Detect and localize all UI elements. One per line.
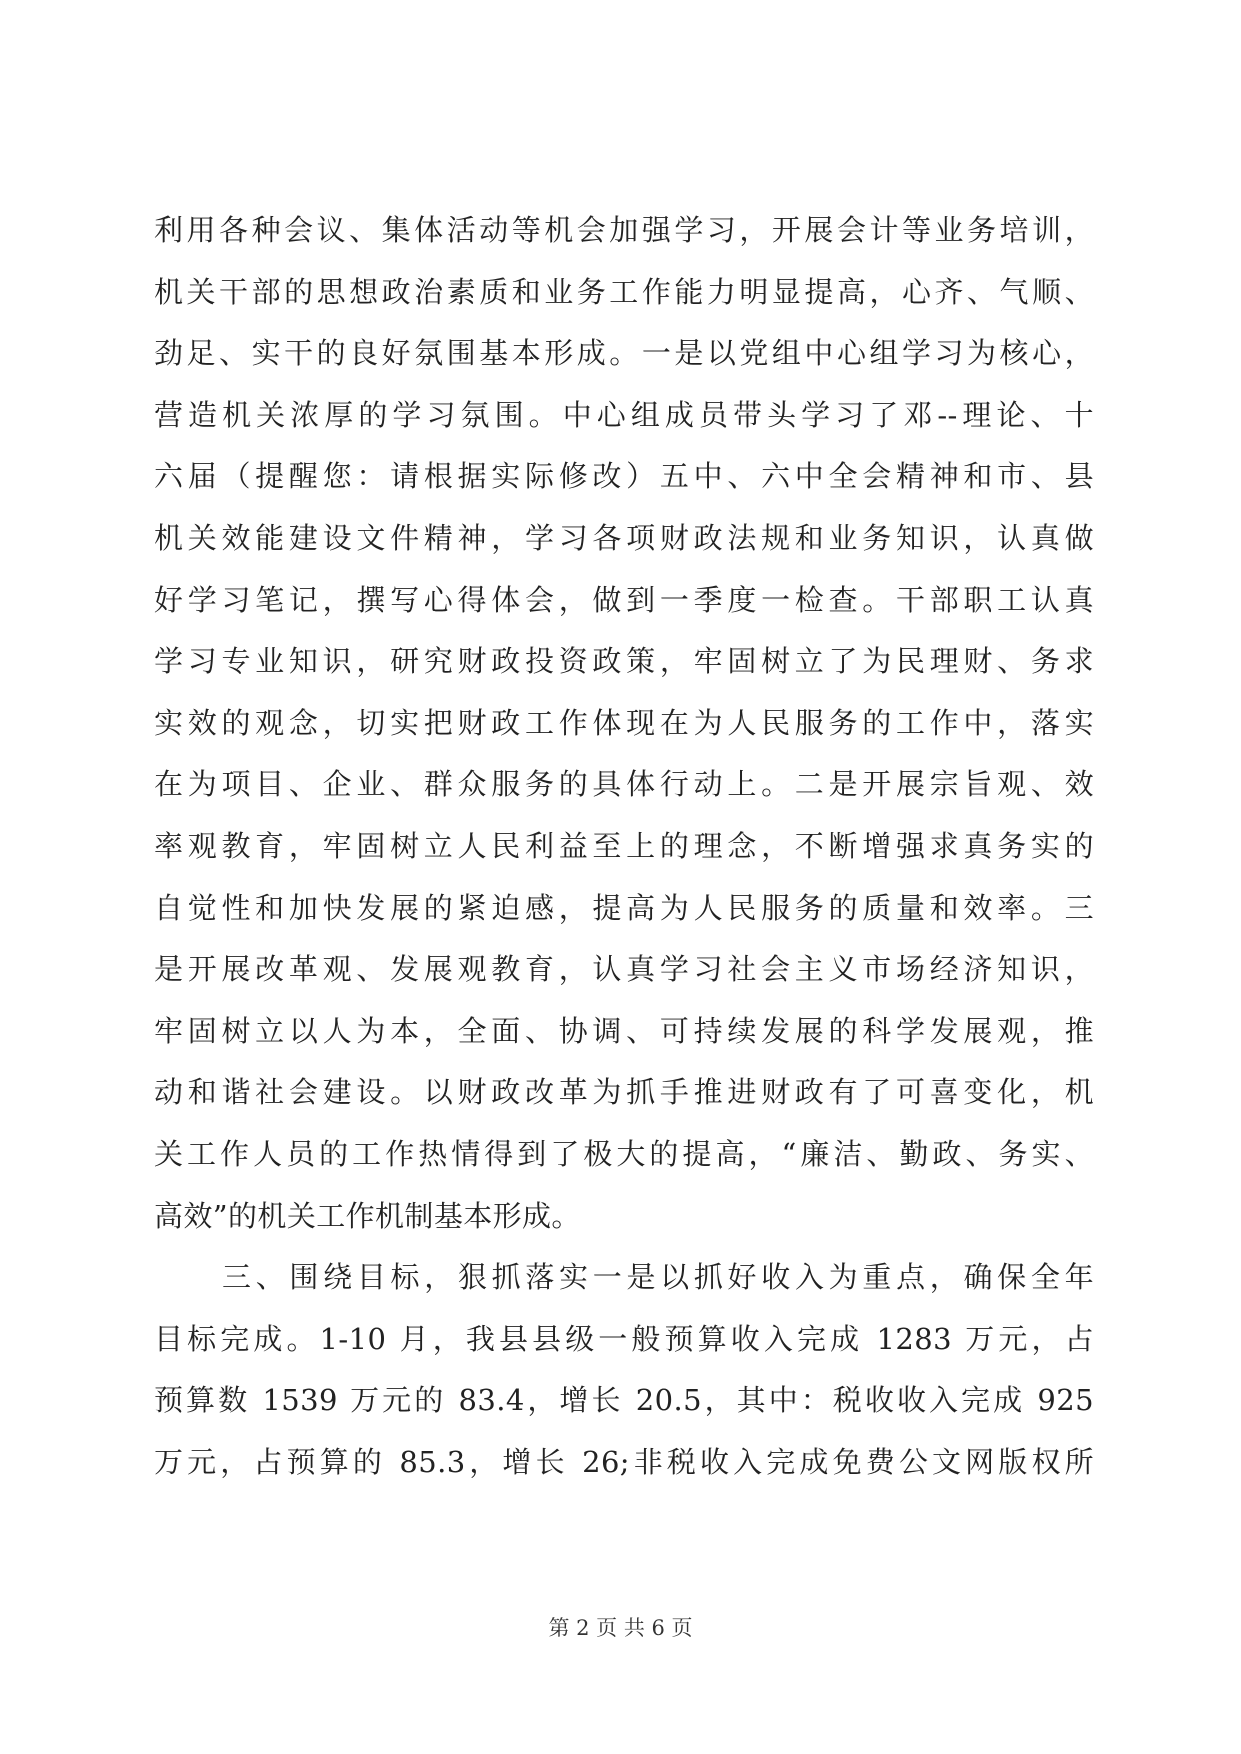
text-line: 实效的观念，切实把财政工作体现在为人民服务的工作中，落实 — [154, 705, 1094, 740]
text-line: 率观教育，牢固树立人民利益至上的理念，不断增强求真务实的 — [154, 828, 1094, 863]
document-body — [154, 200, 1094, 1493]
text-line: 动和谐社会建设。以财政改革为抓手推进财政有了可喜变化，机 — [154, 1075, 1094, 1110]
text-line: 目标完成。1-10 月，我县县级一般预算收入完成 1283 万元，占 — [154, 1321, 1094, 1356]
text-line: 万元，占预算的 85.3，增长 26;非税收入完成免费公文网版权所 — [154, 1444, 1094, 1479]
text-line: 在为项目、企业、群众服务的具体行动上。二是开展宗旨观、效 — [154, 767, 1094, 802]
page-number-footer: 第 2 页 共 6 页 — [548, 1616, 693, 1640]
text-line: 机关干部的思想政治素质和业务工作能力明显提高，心齐、气顺、 — [154, 274, 1094, 309]
section-heading-line: 三、围绕目标，狠抓落实一是以抓好收入为重点，确保全年 — [222, 1260, 1094, 1295]
text-line: 机关效能建设文件精神，学习各项财政法规和业务知识，认真做 — [154, 520, 1094, 555]
text-line: 关工作人员的工作热情得到了极大的提高，“廉洁、勤政、务实、 — [154, 1136, 1094, 1171]
text-line: 牢固树立以人为本，全面、协调、可持续发展的科学发展观，推 — [154, 1013, 1094, 1048]
text-line: 六届（提醒您：请根据实际修改）五中、六中全会精神和市、县 — [154, 459, 1094, 494]
text-line: 学习专业知识，研究财政投资政策，牢固树立了为民理财、务求 — [154, 644, 1094, 679]
text-line: 是开展改革观、发展观教育，认真学习社会主义市场经济知识， — [154, 952, 1094, 987]
text-line: 预算数 1539 万元的 83.4，增长 20.5，其中：税收收入完成 925 — [154, 1383, 1094, 1418]
text-line: 营造机关浓厚的学习氛围。中心组成员带头学习了邓--理论、十 — [154, 397, 1094, 432]
text-line: 好学习笔记，撰写心得体会，做到一季度一检查。干部职工认真 — [154, 582, 1094, 617]
text-line: 劲足、实干的良好氛围基本形成。一是以党组中心组学习为核心， — [154, 336, 1094, 371]
text-line: 利用各种会议、集体活动等机会加强学习，开展会计等业务培训， — [154, 213, 1094, 247]
text-line: 自觉性和加快发展的紧迫感，提高为人民服务的质量和效率。三 — [154, 890, 1094, 925]
text-line: 高效”的机关工作机制基本形成。 — [154, 1198, 581, 1233]
